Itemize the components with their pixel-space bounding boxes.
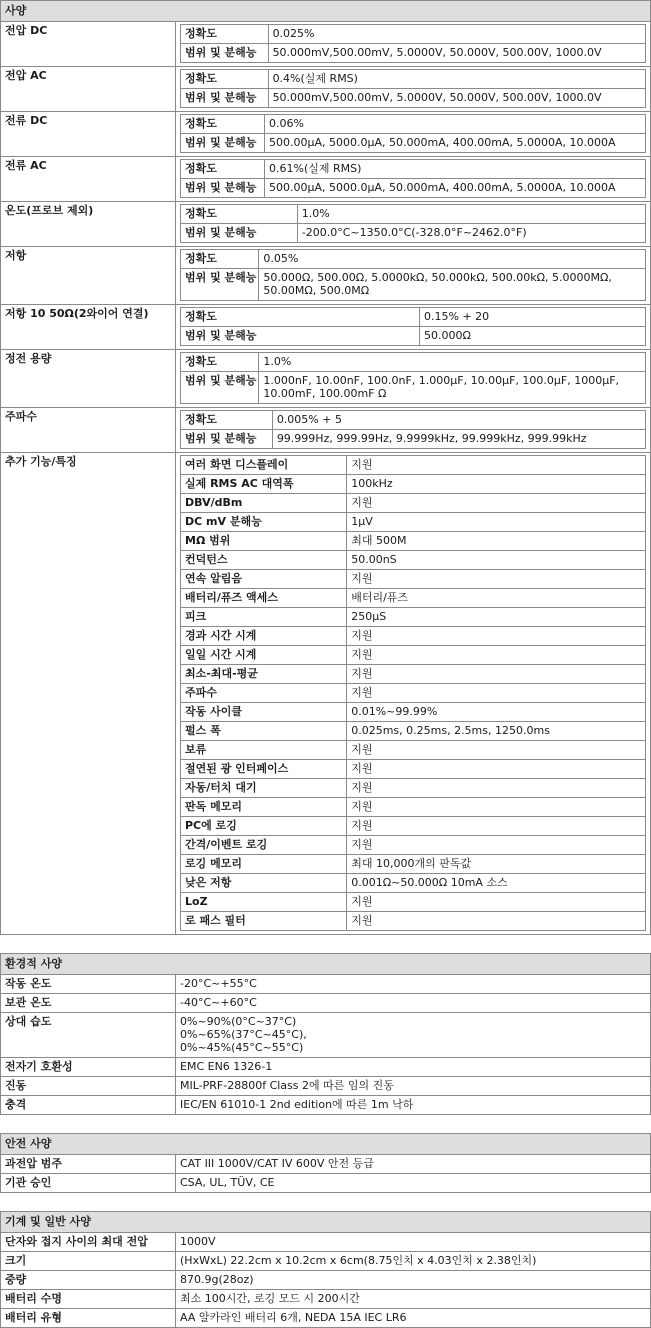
spec-label: 전류 AC [1,157,176,202]
spec-value-cell [176,453,651,935]
spec-row [1,408,651,453]
spec-subvalue: 50.00nS [347,551,646,570]
spec-subvalue: 지원 [347,817,646,836]
spec-subkey: 일일 시간 시계 [181,646,347,665]
spec-row [1,247,651,305]
spec-row [1,202,651,247]
spec-subrow [181,608,646,627]
spec-subrow [181,836,646,855]
spec-label: 전압 DC [1,22,176,67]
spec-subvalue: 지원 [347,912,646,931]
spec-row [1,1155,651,1174]
spec-subvalue: 0.05% [259,250,646,269]
spec-subrow [181,411,646,430]
spec-label: 단자와 접지 사이의 최대 전압 [1,1233,176,1252]
spec-label: 상대 습도 [1,1013,176,1058]
spec-subrow [181,160,646,179]
spec-subvalue: 지원 [347,779,646,798]
spec-subvalue: 지원 [347,494,646,513]
spec-label: 배터리 수명 [1,1290,176,1309]
spec-subvalue: 0.15% + 20 [420,308,646,327]
spec-subvalue: 0.025% [268,25,645,44]
spec-label: 크기 [1,1252,176,1271]
spec-label: 전류 DC [1,112,176,157]
spec-subrow [181,205,646,224]
spec-subrow [181,269,646,301]
spec-subvalue: 0.005% + 5 [272,411,645,430]
spec-subrow [181,817,646,836]
spec-label: 배터리 유형 [1,1309,176,1328]
spec-subrow [181,70,646,89]
section-gap [0,1193,651,1211]
spec-subvalue: 지원 [347,760,646,779]
spec-subrow [181,893,646,912]
spec-subkey: 보류 [181,741,347,760]
spec-subtable [180,204,646,243]
spec-value: MIL-PRF-28800f Class 2에 따른 임의 진동 [176,1077,651,1096]
spec-row [1,1077,651,1096]
spec-subkey: 정확도 [181,308,420,327]
spec-subkey: MΩ 범위 [181,532,347,551]
spec-subrow [181,44,646,63]
spec-subrow [181,25,646,44]
spec-value-line: 0%~65%(37°C~45°C), [180,1028,307,1041]
spec-value-line: 0%~90%(0°C~37°C) [180,1015,297,1028]
spec-row [1,1174,651,1193]
spec-subrow [181,912,646,931]
spec-value-cell [176,67,651,112]
spec-subtable [180,352,646,404]
spec-row [1,1013,651,1058]
spec-subrow [181,703,646,722]
spec-subrow [181,798,646,817]
spec-subrow [181,741,646,760]
spec-subkey: 범위 및 분해능 [181,89,269,108]
spec-label: 중량 [1,1271,176,1290]
spec-subtable [180,69,646,108]
spec-subvalue: 1.0% [259,353,646,372]
spec-subvalue: 0.001Ω~50.000Ω 10mA 소스 [347,874,646,893]
spec-subkey: 로깅 메모리 [181,855,347,874]
spec-subkey: 피크 [181,608,347,627]
spec-subrow [181,456,646,475]
spec-subrow [181,532,646,551]
spec-subvalue: 지원 [347,836,646,855]
spec-subrow [181,589,646,608]
spec-subvalue: -200.0°C~1350.0°C(-328.0°F~2462.0°F) [297,224,645,243]
spec-subrow [181,115,646,134]
spec-subvalue: 지원 [347,456,646,475]
spec-subrow [181,134,646,153]
spec-subvalue: 250µS [347,608,646,627]
spec-row [1,1271,651,1290]
spec-subkey: 간격/이벤트 로깅 [181,836,347,855]
spec-subtable [180,159,646,198]
spec-subvalue: 지원 [347,798,646,817]
spec-subrow [181,551,646,570]
section-gap [0,935,651,953]
spec-subrow [181,327,646,346]
spec-label: 보관 온도 [1,994,176,1013]
spec-subkey: DBV/dBm [181,494,347,513]
spec-value: 870.9g(28oz) [176,1271,651,1290]
spec-value-cell [176,202,651,247]
spec-subkey: 최소-최대-평균 [181,665,347,684]
spec-table [0,953,651,1115]
spec-subvalue: 배터리/퓨즈 [347,589,646,608]
spec-subvalue: 50.000Ω [420,327,646,346]
spec-subvalue: 50.000Ω, 500.00Ω, 5.0000kΩ, 50.000kΩ, 500.00kΩ, 5.0000MΩ, 50.00MΩ, 500.0MΩ [259,269,646,301]
spec-value-cell [176,247,651,305]
spec-value: CSA, UL, TÜV, CE [176,1174,651,1193]
spec-value-cell [176,1013,651,1058]
spec-subkey: 범위 및 분해능 [181,327,420,346]
spec-label: 충격 [1,1096,176,1115]
spec-subvalue: 0.4%(실제 RMS) [268,70,645,89]
spec-value-cell [176,408,651,453]
spec-subvalue: 최대 500M [347,532,646,551]
section-gap [0,1115,651,1133]
spec-subvalue: 지원 [347,741,646,760]
section-title: 사양 [1,1,651,22]
spec-subkey: DC mV 분해능 [181,513,347,532]
spec-row [1,350,651,408]
spec-subrow [181,250,646,269]
spec-row [1,975,651,994]
spec-row [1,994,651,1013]
spec-subrow [181,224,646,243]
spec-value-cell [176,157,651,202]
spec-subkey: 범위 및 분해능 [181,372,259,404]
spec-table [0,1133,651,1193]
spec-subvalue: 1.000nF, 10.00nF, 100.0nF, 1.000µF, 10.00µF, 100.0µF, 1000µF, 10.00mF, 100.00mF Ω [259,372,646,404]
spec-label: 전자기 호환성 [1,1058,176,1077]
spec-subrow [181,874,646,893]
spec-subkey: 실제 RMS AC 대역폭 [181,475,347,494]
spec-subvalue: 50.000mV,500.00mV, 5.0000V, 50.000V, 500.00V, 1000.0V [268,44,645,63]
spec-subkey: 낮은 저항 [181,874,347,893]
spec-label: 추가 기능/특징 [1,453,176,935]
spec-subkey: 판독 메모리 [181,798,347,817]
spec-subrow [181,570,646,589]
spec-subvalue: 0.01%~99.99% [347,703,646,722]
spec-subkey: 자동/터치 대기 [181,779,347,798]
spec-subrow [181,722,646,741]
spec-subkey: 정확도 [181,205,298,224]
spec-label: 저항 10 50Ω(2와이어 연결) [1,305,176,350]
spec-subvalue: 50.000mV,500.00mV, 5.0000V, 50.000V, 500.00V, 1000.0V [268,89,645,108]
spec-subrow [181,179,646,198]
spec-subvalue: 100kHz [347,475,646,494]
spec-subtable [180,24,646,63]
spec-label: 과전압 범주 [1,1155,176,1174]
spec-subkey: 범위 및 분해능 [181,44,269,63]
section-title: 환경적 사양 [1,954,651,975]
spec-subkey: 범위 및 분해능 [181,179,265,198]
spec-subrow [181,430,646,449]
spec-subrow [181,308,646,327]
spec-table [0,1211,651,1328]
spec-label: 작동 온도 [1,975,176,994]
spec-subrow [181,513,646,532]
spec-subvalue: 0.61%(실제 RMS) [265,160,646,179]
spec-subrow [181,89,646,108]
spec-label: 진동 [1,1077,176,1096]
spec-subkey: 정확도 [181,250,259,269]
spec-subrow [181,760,646,779]
spec-subvalue: 99.999Hz, 999.99Hz, 9.9999kHz, 99.999kHz, 999.99kHz [272,430,645,449]
spec-subvalue: 0.06% [265,115,646,134]
spec-row [1,305,651,350]
spec-value-cell [176,305,651,350]
spec-subrow [181,353,646,372]
spec-row [1,1309,651,1328]
spec-subkey: 컨덕턴스 [181,551,347,570]
spec-subrow [181,475,646,494]
spec-subkey: PC에 로깅 [181,817,347,836]
spec-subkey: 펄스 폭 [181,722,347,741]
spec-label: 저항 [1,247,176,305]
spec-value: -40°C~+60°C [176,994,651,1013]
spec-subkey: 연속 알림음 [181,570,347,589]
spec-subvalue: 500.00µA, 5000.0µA, 50.000mA, 400.00mA, 5.0000A, 10.000A [265,134,646,153]
spec-subkey: 경과 시간 시계 [181,627,347,646]
spec-row [1,1096,651,1115]
spec-row [1,1233,651,1252]
spec-row [1,112,651,157]
spec-row [1,157,651,202]
spec-subkey: 정확도 [181,411,273,430]
spec-value: -20°C~+55°C [176,975,651,994]
spec-subrow [181,646,646,665]
spec-subvalue: 지원 [347,646,646,665]
spec-subvalue: 1µV [347,513,646,532]
spec-subtable [180,455,646,931]
spec-subkey: LoZ [181,893,347,912]
spec-subrow [181,372,646,404]
spec-subtable [180,410,646,449]
spec-subrow [181,855,646,874]
spec-subrow [181,665,646,684]
spec-value: AA 알카라인 배터리 6개, NEDA 15A IEC LR6 [176,1309,651,1328]
spec-subkey: 범위 및 분해능 [181,224,298,243]
spec-subrow [181,684,646,703]
spec-subvalue: 0.025ms, 0.25ms, 2.5ms, 1250.0ms [347,722,646,741]
spec-row [1,1290,651,1309]
spec-subkey: 범위 및 분해능 [181,134,265,153]
spec-subvalue: 지원 [347,684,646,703]
spec-subkey: 정확도 [181,160,265,179]
spec-subkey: 정확도 [181,353,259,372]
spec-value: 최소 100시간, 로깅 모드 시 200시간 [176,1290,651,1309]
spec-value: (HxWxL) 22.2cm x 10.2cm x 6cm(8.75인치 x 4.03인치 x 2.38인치) [176,1252,651,1271]
spec-subkey: 로 패스 필터 [181,912,347,931]
spec-row [1,22,651,67]
spec-subkey: 정확도 [181,70,269,89]
spec-subkey: 여러 화면 디스플레이 [181,456,347,475]
spec-row [1,1252,651,1271]
spec-subkey: 절연된 광 인터페이스 [181,760,347,779]
spec-subrow [181,779,646,798]
spec-subtable [180,307,646,346]
spec-subrow [181,627,646,646]
spec-subkey: 범위 및 분해능 [181,269,259,301]
spec-subvalue: 최대 10,000개의 판독값 [347,855,646,874]
spec-subvalue: 지원 [347,627,646,646]
spec-row [1,1058,651,1077]
spec-row [1,67,651,112]
spec-subvalue: 500.00µA, 5000.0µA, 50.000mA, 400.00mA, 5.0000A, 10.000A [265,179,646,198]
spec-subkey: 배터리/퓨즈 액세스 [181,589,347,608]
spec-row [1,453,651,935]
spec-value-cell [176,112,651,157]
spec-value-cell [176,350,651,408]
spec-subtable [180,114,646,153]
section-title: 안전 사양 [1,1134,651,1155]
spec-subvalue: 지원 [347,570,646,589]
spec-value: CAT III 1000V/CAT IV 600V 안전 등급 [176,1155,651,1174]
spec-value: IEC/EN 61010-1 2nd edition에 따른 1m 낙하 [176,1096,651,1115]
spec-subkey: 정확도 [181,115,265,134]
spec-value: 1000V [176,1233,651,1252]
spec-subkey: 정확도 [181,25,269,44]
spec-subkey: 작동 사이클 [181,703,347,722]
spec-label: 기관 승인 [1,1174,176,1193]
spec-value-line: 0%~45%(45°C~55°C) [180,1041,304,1054]
spec-label: 전압 AC [1,67,176,112]
spec-label: 주파수 [1,408,176,453]
section-title: 기계 및 일반 사양 [1,1212,651,1233]
spec-subvalue: 지원 [347,893,646,912]
spec-subkey: 범위 및 분해능 [181,430,273,449]
spec-label: 온도(프로브 제외) [1,202,176,247]
spec-subkey: 주파수 [181,684,347,703]
spec-subtable [180,249,646,301]
spec-value-cell [176,22,651,67]
spec-subrow [181,494,646,513]
spec-label: 정전 용량 [1,350,176,408]
spec-subvalue: 1.0% [297,205,645,224]
spec-value: EMC EN6 1326-1 [176,1058,651,1077]
spec-subvalue: 지원 [347,665,646,684]
